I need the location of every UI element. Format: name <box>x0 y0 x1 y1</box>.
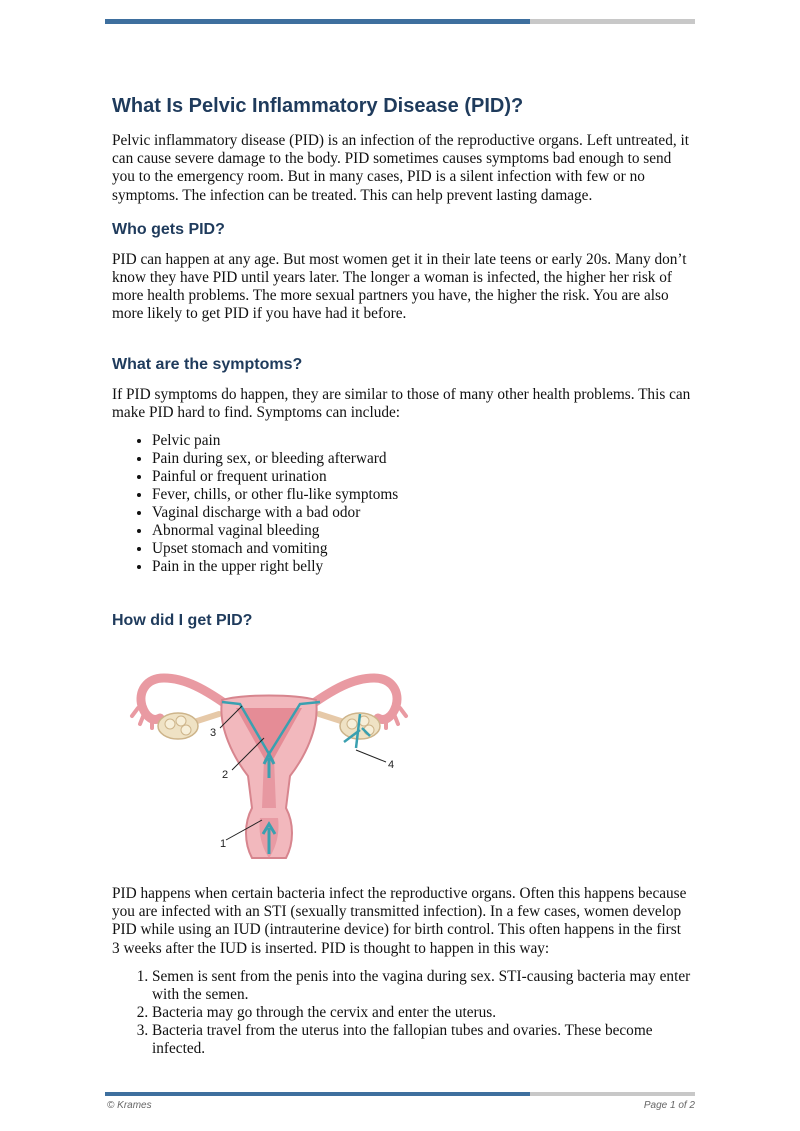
figure-label-2: 2 <box>222 769 229 782</box>
list-item: • Painful or frequent urination <box>152 468 692 486</box>
list-item: • Vaginal discharge with a bad odor <box>152 504 692 522</box>
figure-label-3: 3 <box>210 727 217 740</box>
section-text-symptoms: If PID symptoms do happen, they are similar to those of many other health problems. This can make PID hard to find. Symptoms can include: <box>112 385 691 421</box>
bottom-rule <box>105 1092 695 1096</box>
intro-paragraph: Pelvic inflammatory disease (PID) is an infection of the reproductive organs. Left untreated, it can cause severe damage to the body. PID sometimes causes symptoms bad enough to send you to the emergency room. But in many cases, PID is a silent infection with few or no symptoms. The infection can be treated. This can help prevent lasting damage. <box>112 132 689 204</box>
uterus-illustration <box>124 658 414 864</box>
page-title: What Is Pelvic Inflammatory Disease (PID)? <box>112 95 524 117</box>
list-item: • Fever, chills, or other flu-like symptoms <box>152 486 692 504</box>
figure-label-4: 4 <box>388 759 395 772</box>
symptom-list <box>112 432 692 576</box>
list-item: • Pain in the upper right belly <box>152 558 692 576</box>
list-item: 1. Semen is sent from the penis into the vagina during sex. STI-causing bacteria may enter with the semen. <box>152 968 692 1004</box>
footer-copyright: © Krames <box>107 1100 152 1111</box>
top-rule <box>105 19 695 24</box>
list-item: • Abnormal vaginal bleeding <box>152 522 692 540</box>
list-item: 3. Bacteria travel from the uterus into the fallopian tubes and ovaries. These become infected. <box>152 1022 692 1058</box>
section-text-how: PID happens when certain bacteria infect the reproductive organs. Often this happens because you are infected with an STI (sexually transmitted infection). In a few cases, women develop PID while using an IUD (intrauterine device) for birth control. This often happens in the first 3 weeks after the IUD is inserted. PID is thought to happen in this way: <box>112 885 687 957</box>
footer-page-number: Page 1 of 2 <box>643 1100 695 1111</box>
figure-label-1: 1 <box>220 838 227 851</box>
list-item: 2. Bacteria may go through the cervix and enter the uterus. <box>152 1004 692 1022</box>
section-heading-symptoms: What are the symptoms? <box>112 355 303 373</box>
section-heading-who: Who gets PID? <box>112 220 225 238</box>
article <box>112 92 692 1058</box>
section-heading-how: How did I get PID? <box>112 612 253 630</box>
list-item: • Pelvic pain <box>152 432 692 450</box>
section-how <box>112 610 692 1058</box>
section-symptoms <box>112 354 692 576</box>
section-text-who: PID can happen at any age. But most women get it in their late teens or early 20s. Many don’t know they have PID until years later. The longer a woman is infected, the higher her risk of more health problems. The more sexual partners you have, the higher the risk. You are also more likely to get PID if you have had it before. <box>112 250 687 323</box>
list-item: • Pain during sex, or bleeding afterward <box>152 450 692 468</box>
list-item: • Upset stomach and vomiting <box>152 540 692 558</box>
steps-list <box>112 968 692 1058</box>
section-who <box>112 219 692 324</box>
